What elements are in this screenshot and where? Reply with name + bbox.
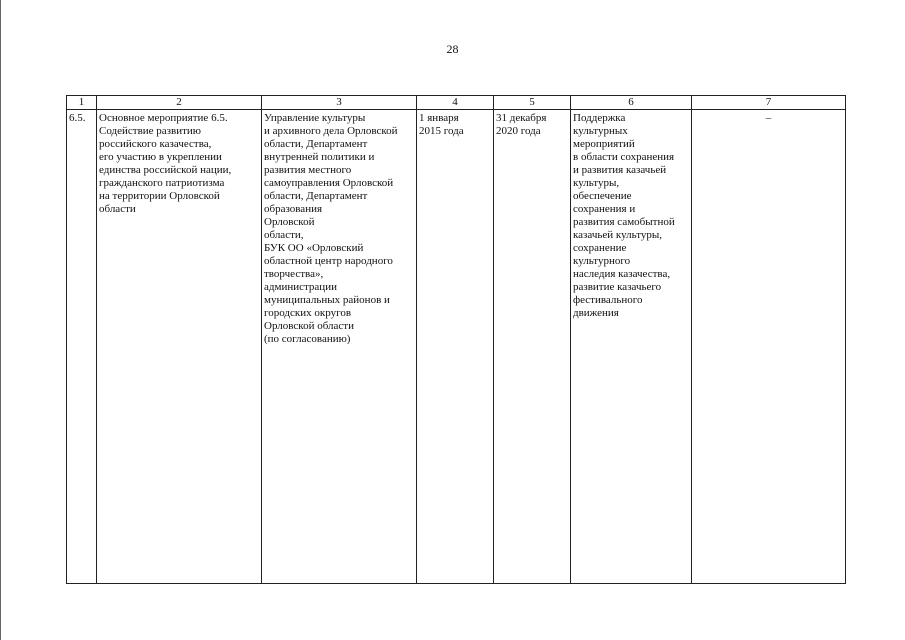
- program-table: [66, 95, 846, 584]
- activity-cell: Основное мероприятие 6.5. Содействие развитию российского казачества, его участию в укреплении единства российской нации, гражданского патриотизма на территории Орловской области: [97, 110, 262, 584]
- header-col-3: 3: [262, 96, 417, 110]
- page-left-edge: [0, 0, 1, 640]
- table-header-row: [67, 96, 846, 110]
- row-number: 6.5.: [67, 110, 97, 584]
- header-col-7: 7: [692, 96, 846, 110]
- header-col-2: 2: [97, 96, 262, 110]
- header-col-6: 6: [571, 96, 692, 110]
- header-col-4: 4: [417, 96, 494, 110]
- start-date-cell: 1 января 2015 года: [417, 110, 494, 584]
- end-date-cell: 31 декабря 2020 года: [494, 110, 571, 584]
- executors-cell: Управление культуры и архивного дела Орловской области, Департамент внутренней политики и развития местного самоуправления Орловской области, Департамент образования Орловской области, БУК ОО «Орловский областной центр народного творчества», администрации муниципальных районов и городских округов Орловской области (по согласованию): [262, 110, 417, 584]
- header-col-5: 5: [494, 96, 571, 110]
- result-cell: Поддержка культурных мероприятий в области сохранения и развития казачьей культуры, обеспечение сохранения и развития самобытной казачьей культуры, сохранение культурного наследия казачества, развитие казачьего фестивального движения: [571, 110, 692, 584]
- table-row: [67, 110, 846, 584]
- col7-cell: –: [692, 110, 846, 584]
- header-col-1: 1: [67, 96, 97, 110]
- page-number: 28: [446, 42, 459, 56]
